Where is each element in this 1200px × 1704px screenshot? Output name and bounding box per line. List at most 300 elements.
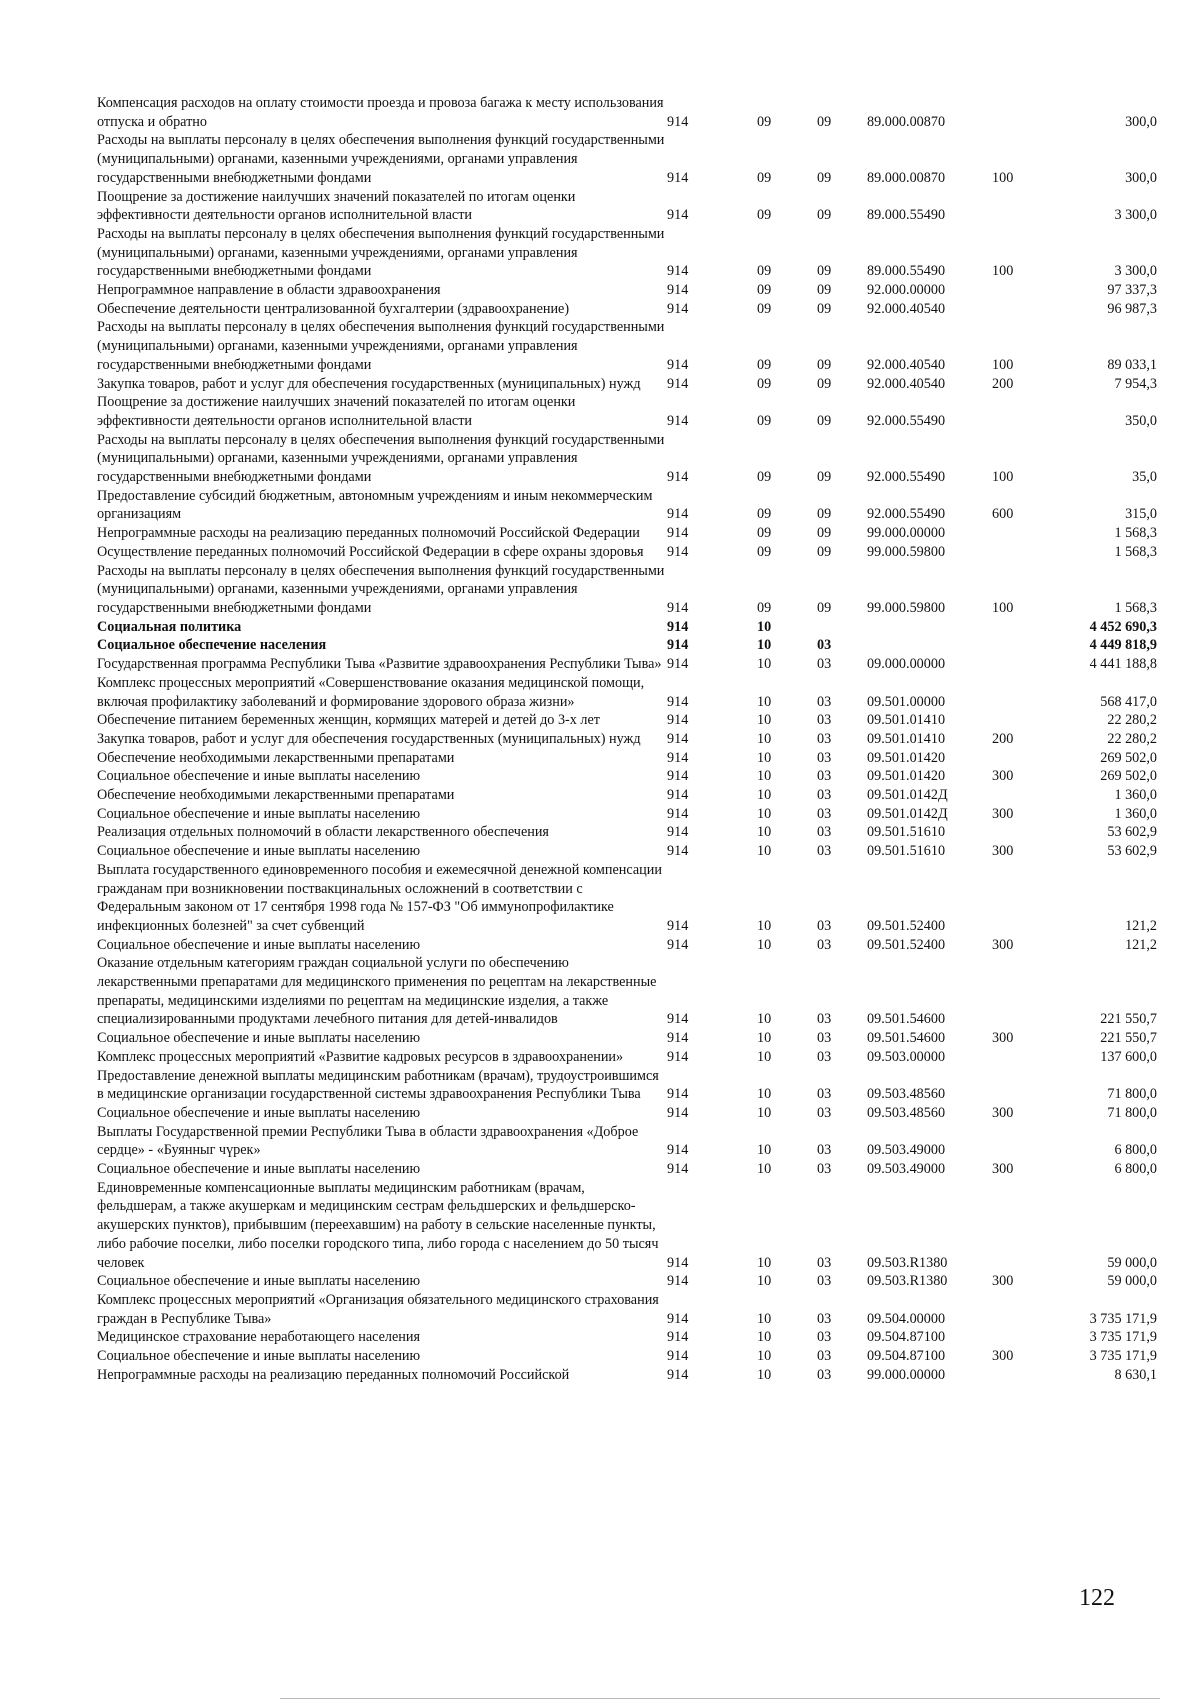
row-amount: 1 568,3 [1114,525,1157,542]
row-expense-type: 600 [992,506,1014,523]
table-row [97,431,1157,487]
row-ved-code: 914 [667,356,689,373]
table-row [97,636,1157,655]
row-ved-code: 914 [667,693,689,710]
row-expense-type [992,94,1047,131]
row-subsection-code: 03 [817,1011,832,1028]
row-expense-type [992,1179,1047,1273]
table-row [97,487,1157,524]
row-expense-type [992,954,1047,1029]
row-name: Социальное обеспечение и иные выплаты населению [97,1348,421,1365]
row-ved-code: 914 [667,412,689,429]
row-subsection-code: 09 [817,282,832,299]
row-expense-type: 300 [992,843,1014,860]
row-ved-code: 914 [667,656,689,673]
row-expense-type: 100 [992,169,1014,186]
row-section-code: 09 [757,375,772,392]
row-section-code: 10 [757,1086,772,1103]
row-target-article: 09.501.01420 [867,749,946,766]
row-amount: 89 033,1 [1107,356,1157,373]
row-ved-code: 914 [667,1030,689,1047]
row-subsection-code: 09 [817,356,832,373]
row-section-code: 10 [757,749,772,766]
row-subsection-code: 03 [817,712,832,729]
row-ved-code: 914 [667,525,689,542]
row-target-article: 09.504.00000 [867,1310,946,1327]
table-row [97,786,1157,805]
row-expense-type [992,711,1047,730]
row-ved-code: 914 [667,712,689,729]
row-subsection-code: 09 [817,506,832,523]
table-row [97,543,1157,562]
row-name: Обеспечение деятельности централизованной бухгалтерии (здравоохранение) [97,300,570,317]
row-amount: 3 300,0 [1114,263,1157,280]
row-target-article: 09.501.01420 [867,768,946,785]
row-ved-code: 914 [667,169,689,186]
row-target-article: 09.501.0142Д [867,787,948,804]
row-section-code: 10 [757,1348,772,1365]
row-amount: 97 337,3 [1107,282,1157,299]
row-name: Медицинское страхование неработающего населения [97,1329,420,1346]
row-amount: 7 954,3 [1114,375,1157,392]
row-name: Социальное обеспечение и иные выплаты населению [97,768,421,785]
row-target-article: 92.000.55490 [867,412,946,429]
row-expense-type [992,393,1047,430]
row-expense-type [992,655,1047,674]
row-amount: 3 735 171,9 [1089,1329,1157,1346]
table-row [97,318,1157,374]
row-expense-type [992,543,1047,562]
row-target-article: 09.501.54600 [867,1011,946,1028]
row-expense-type: 300 [992,1104,1014,1121]
row-target-article [867,618,992,637]
row-target-article: 09.501.51610 [867,824,946,841]
row-subsection-code: 03 [817,1254,832,1271]
row-name: Осуществление переданных полномочий Российской Федерации в сфере охраны здоровья [97,543,644,560]
row-section-code: 10 [757,1254,772,1271]
page-number: 122 [1079,1585,1115,1611]
row-target-article: 92.000.40540 [867,356,946,373]
row-amount: 350,0 [1125,412,1157,429]
row-expense-type: 100 [992,263,1014,280]
row-ved-code: 914 [667,599,689,616]
row-name: Компенсация расходов на оплату стоимости проезда и провоза багажа к месту использования отпуска и обратно [97,95,664,130]
row-expense-type: 100 [992,356,1014,373]
row-name: Социальное обеспечение и иные выплаты населению [97,1104,421,1121]
row-subsection-code: 09 [817,300,832,317]
row-ved-code: 914 [667,1273,689,1290]
row-name: Комплекс процессных мероприятий «Развитие кадровых ресурсов в здравоохранении» [97,1048,624,1065]
row-subsection-code: 09 [817,169,832,186]
row-name: Предоставление субсидий бюджетным, автономным учреждениям и иным некоммерческим организациям [97,487,653,523]
table-row [97,225,1157,281]
row-amount: 4 452 690,3 [1089,618,1157,635]
row-name: Реализация отдельных полномочий в области лекарственного обеспечения [97,824,549,841]
row-subsection-code: 03 [817,730,832,747]
row-name: Социальная политика [97,618,242,635]
row-section-code: 10 [757,1366,772,1383]
row-subsection-code: 03 [817,1310,832,1327]
row-expense-type [992,1123,1047,1160]
row-amount: 59 000,0 [1107,1254,1157,1271]
row-amount: 1 568,3 [1114,599,1157,616]
row-amount: 22 280,2 [1107,730,1157,747]
table-row [97,1272,1157,1291]
row-section-code: 09 [757,469,772,486]
row-target-article: 09.501.0142Д [867,805,948,822]
row-section-code: 10 [757,1142,772,1159]
row-subsection-code: 03 [817,1030,832,1047]
row-target-article: 99.000.00000 [867,525,946,542]
table-row [97,1123,1157,1160]
row-target-article: 89.000.55490 [867,207,946,224]
row-section-code: 09 [757,300,772,317]
table-row [97,1328,1157,1347]
table-row [97,393,1157,430]
table-row [97,300,1157,319]
row-ved-code: 914 [667,1348,689,1365]
table-row [97,674,1157,711]
row-expense-type [992,1067,1047,1104]
row-ved-code: 914 [667,263,689,280]
row-ved-code: 914 [667,1161,689,1178]
table-row [97,1029,1157,1048]
row-target-article: 99.000.00000 [867,1366,946,1383]
row-expense-type [992,1328,1047,1347]
row-expense-type: 300 [992,936,1014,953]
table-row [97,749,1157,768]
row-amount: 568 417,0 [1100,693,1157,710]
row-expense-type: 300 [992,768,1014,785]
row-section-code: 10 [757,1310,772,1327]
table-row [97,1179,1157,1273]
row-amount: 6 800,0 [1114,1142,1157,1159]
row-target-article: 89.000.00870 [867,169,946,186]
row-expense-type [992,823,1047,842]
row-expense-type [992,861,1047,936]
row-subsection-code: 03 [817,936,832,953]
row-section-code: 09 [757,263,772,280]
row-name: Закупка товаров, работ и услуг для обеспечения государственных (муниципальных) нужд [97,730,641,747]
row-ved-code: 914 [667,787,689,804]
row-ved-code: 914 [667,1329,689,1346]
row-section-code: 09 [757,599,772,616]
row-section-code: 10 [757,618,772,635]
row-section-code: 10 [757,1273,772,1290]
row-subsection-code: 03 [817,917,832,934]
table-row [97,655,1157,674]
row-ved-code: 914 [667,543,689,560]
row-name: Закупка товаров, работ и услуг для обеспечения государственных (муниципальных) нужд [97,375,641,392]
row-ved-code: 914 [667,300,689,317]
row-subsection-code: 03 [817,656,832,673]
row-subsection-code: 03 [817,1048,832,1065]
row-section-code: 09 [757,169,772,186]
row-name: Расходы на выплаты персоналу в целях обеспечения выполнения функций государственными (муниципальными) органами, казенными учреждениями, органами управления государственными внебюджетными фондами [97,431,665,486]
row-amount: 8 630,1 [1114,1366,1157,1383]
row-target-article: 09.501.00000 [867,693,946,710]
row-amount: 300,0 [1125,169,1157,186]
row-name: Обеспечение необходимыми лекарственными препаратами [97,787,455,804]
row-amount: 269 502,0 [1100,768,1157,785]
table-row [97,823,1157,842]
row-section-code: 10 [757,936,772,953]
row-subsection-code: 09 [817,375,832,392]
row-ved-code: 914 [667,768,689,785]
row-section-code: 10 [757,1161,772,1178]
row-subsection-code: 03 [817,1366,832,1383]
row-section-code: 10 [757,1104,772,1121]
row-name: Обеспечение питанием беременных женщин, кормящих матерей и детей до 3-х лет [97,712,600,729]
table-row [97,842,1157,861]
row-name: Социальное обеспечение населения [97,637,327,654]
table-row [97,131,1157,187]
table-row [97,281,1157,300]
row-section-code: 10 [757,693,772,710]
row-name: Расходы на выплаты персоналу в целях обеспечения выполнения функций государственными (муниципальными) органами, казенными учреждениями, органами управления государственными внебюджетными фондами [97,319,665,373]
row-expense-type [992,749,1047,768]
row-section-code: 10 [757,1030,772,1047]
row-name: Непрограммные расходы на реализацию переданных полномочий Российской [97,1366,570,1383]
row-expense-type [992,786,1047,805]
row-section-code: 10 [757,730,772,747]
row-ved-code: 914 [667,1142,689,1159]
row-ved-code: 914 [667,1048,689,1065]
row-ved-code: 914 [667,1086,689,1103]
table-row [97,188,1157,225]
row-amount: 4 441 188,8 [1089,656,1157,673]
row-subsection-code: 09 [817,207,832,224]
row-ved-code: 914 [667,1104,689,1121]
row-ved-code: 914 [667,1310,689,1327]
table-row [97,730,1157,749]
row-section-code: 10 [757,768,772,785]
row-expense-type [992,188,1047,225]
row-section-code: 10 [757,637,772,654]
row-subsection-code: 09 [817,263,832,280]
row-target-article: 09.504.87100 [867,1348,946,1365]
row-name: Социальное обеспечение и иные выплаты населению [97,805,421,822]
row-subsection-code: 03 [817,1329,832,1346]
row-expense-type [992,524,1047,543]
row-ved-code: 914 [667,282,689,299]
row-expense-type [992,1366,1047,1385]
row-subsection-code: 03 [817,1348,832,1365]
row-subsection-code: 09 [817,525,832,542]
budget-table [97,94,1157,1385]
row-expense-type: 100 [992,469,1014,486]
row-amount: 221 550,7 [1100,1030,1157,1047]
table-body [97,94,1157,1385]
table-row [97,1347,1157,1366]
row-expense-type [992,300,1047,319]
row-section-code: 09 [757,543,772,560]
row-name: Оказание отдельным категориям граждан социальной услуги по обеспечению лекарственными препаратами для медицинского применения по рецептам на лекарственные препараты, медицинскими изделиями по рецептам на медицинские изделия, а также специализированными продуктами лечебного питания для детей-инвалидов [97,955,657,1028]
row-subsection-code: 03 [817,693,832,710]
row-name: Социальное обеспечение и иные выплаты населению [97,843,421,860]
row-section-code: 10 [757,805,772,822]
table-row [97,936,1157,955]
row-name: Социальное обеспечение и иные выплаты населению [97,1273,421,1290]
row-ved-code: 914 [667,637,689,654]
row-ved-code: 914 [667,375,689,392]
row-target-article: 09.501.01410 [867,712,946,729]
row-amount: 35,0 [1132,469,1157,486]
row-ved-code: 914 [667,730,689,747]
table-row [97,618,1157,637]
row-target-article: 09.503.R1380 [867,1254,948,1271]
row-amount: 3 735 171,9 [1089,1348,1157,1365]
row-amount: 1 568,3 [1114,543,1157,560]
row-subsection-code: 09 [817,469,832,486]
row-target-article: 09.000.00000 [867,656,946,673]
row-name: Предоставление денежной выплаты медицинским работникам (врачам), трудоустроившимся в медицинские организации государственной системы здравоохранения Республики Тыва [97,1067,659,1103]
row-target-article: 09.503.48560 [867,1086,946,1103]
row-subsection-code: 03 [817,1142,832,1159]
row-subsection-code: 03 [817,824,832,841]
row-subsection-code: 03 [817,1161,832,1178]
row-amount: 1 360,0 [1114,805,1157,822]
row-name: Расходы на выплаты персоналу в целях обеспечения выполнения функций государственными (муниципальными) органами, казенными учреждениями, органами управления государственными внебюджетными фондами [97,132,665,186]
row-target-article: 99.000.59800 [867,599,946,616]
row-amount: 121,2 [1125,917,1157,934]
row-amount: 121,2 [1125,936,1157,953]
row-expense-type [992,636,1047,655]
row-amount: 315,0 [1125,506,1157,523]
row-target-article: 92.000.40540 [867,300,946,317]
table-row [97,711,1157,730]
row-name: Комплекс процессных мероприятий «Совершенствование оказания медицинской помощи, включая профилактику заболеваний и формирование здорового образа жизни» [97,674,645,710]
row-name: Поощрение за достижение наилучших значений показателей по итогам оценки эффективности деятельности органов исполнительной власти [97,188,576,224]
row-amount: 221 550,7 [1100,1011,1157,1028]
row-subsection-code: 09 [817,412,832,429]
row-expense-type: 300 [992,805,1014,822]
row-name: Социальное обеспечение и иные выплаты населению [97,1161,421,1178]
row-amount: 22 280,2 [1107,712,1157,729]
row-subsection-code: 09 [817,543,832,560]
row-section-code: 10 [757,843,772,860]
table-row [97,562,1157,618]
row-amount: 137 600,0 [1100,1048,1157,1065]
row-name: Поощрение за достижение наилучших значений показателей по итогам оценки эффективности деятельности органов исполнительной власти [97,394,576,429]
row-name: Расходы на выплаты персоналу в целях обеспечения выполнения функций государственными (муниципальными) органами, казенными учреждениями, органами управления государственными внебюджетными фондами [97,225,665,280]
row-target-article: 09.501.54600 [867,1030,946,1047]
row-subsection-code: 03 [817,787,832,804]
row-expense-type: 300 [992,1030,1014,1047]
row-name: Выплаты Государственной премии Республики Тыва в области здравоохранения «Доброе сердце» - «Буянныг чүрек» [97,1123,639,1159]
row-target-article [867,636,992,655]
row-section-code: 10 [757,917,772,934]
row-expense-type: 200 [992,730,1014,747]
table-row [97,1291,1157,1328]
row-ved-code: 914 [667,917,689,934]
row-expense-type [992,1048,1047,1067]
row-amount: 269 502,0 [1100,749,1157,766]
row-ved-code: 914 [667,1011,689,1028]
table-row [97,1104,1157,1123]
row-section-code: 10 [757,1011,772,1028]
row-amount: 3 300,0 [1114,207,1157,224]
row-name: Единовременные компенсационные выплаты медицинским работникам (врачам, фельдшерам, а также акушеркам и медицинским сестрам фельдшерских и фельдшерско-акушерских пунктов), прибывшим (переехавшим) на работу в сельские населенные пункты, либо рабочие поселки, либо поселки городского типа, либо города с населением до 50 тысяч человек [97,1179,659,1271]
row-subsection-code: 03 [817,1104,832,1121]
row-amount: 71 800,0 [1107,1104,1157,1121]
row-section-code: 10 [757,787,772,804]
row-subsection-code: 03 [817,843,832,860]
row-subsection-code [817,618,867,637]
bottom-rule [280,1698,1160,1699]
row-amount: 1 360,0 [1114,787,1157,804]
table-row [97,524,1157,543]
row-subsection-code: 03 [817,1273,832,1290]
row-expense-type: 100 [992,599,1014,616]
row-target-article: 09.501.52400 [867,917,946,934]
row-target-article: 89.000.00870 [867,113,946,130]
row-target-article: 99.000.59800 [867,543,946,560]
row-section-code: 10 [757,712,772,729]
row-name: Государственная программа Республики Тыва «Развитие здравоохранения Республики Тыва» [97,656,662,673]
row-expense-type: 300 [992,1348,1014,1365]
table-row [97,1067,1157,1104]
row-target-article: 09.503.00000 [867,1048,946,1065]
row-section-code: 09 [757,412,772,429]
row-target-article: 09.503.49000 [867,1161,946,1178]
row-section-code: 09 [757,282,772,299]
row-section-code: 09 [757,525,772,542]
row-ved-code: 914 [667,1254,689,1271]
row-target-article: 09.503.R1380 [867,1273,948,1290]
table-row [97,1048,1157,1067]
row-section-code: 10 [757,1329,772,1346]
row-ved-code: 914 [667,1366,689,1383]
row-expense-type [992,674,1047,711]
table-row [97,767,1157,786]
row-name: Выплата государственного единовременного пособия и ежемесячной денежной компенсации гражданам при возникновении поствакцинальных осложнений в соответствии с Федеральным законом от 17 сентября 1998 года № 157-ФЗ "Об иммунопрофилактике инфекционных болезней" за счет субвенций [97,861,662,934]
row-ved-code: 914 [667,618,689,635]
row-target-article: 92.000.40540 [867,375,946,392]
row-target-article: 09.501.51610 [867,843,946,860]
row-amount: 6 800,0 [1114,1161,1157,1178]
row-section-code: 09 [757,113,772,130]
row-subsection-code: 03 [817,768,832,785]
row-amount: 96 987,3 [1107,300,1157,317]
row-section-code: 09 [757,506,772,523]
row-name: Обеспечение необходимыми лекарственными препаратами [97,749,455,766]
row-name: Непрограммное направление в области здравоохранения [97,282,441,299]
row-target-article: 09.503.49000 [867,1142,946,1159]
row-subsection-code: 03 [817,805,832,822]
row-amount: 300,0 [1125,113,1157,130]
row-name: Социальное обеспечение и иные выплаты населению [97,1030,421,1047]
row-expense-type [992,281,1047,300]
row-ved-code: 914 [667,805,689,822]
row-name: Комплекс процессных мероприятий «Организация обязательного медицинского страхования граждан в Республике Тыва» [97,1292,659,1327]
table-row [97,805,1157,824]
table-row [97,861,1157,936]
table-row [97,954,1157,1029]
table-row [97,1160,1157,1179]
row-target-article: 09.501.01410 [867,730,946,747]
row-section-code: 10 [757,1048,772,1065]
row-target-article: 92.000.00000 [867,282,946,299]
row-name: Непрограммные расходы на реализацию переданных полномочий Российской Федерации [97,525,640,542]
row-amount: 3 735 171,9 [1089,1310,1157,1327]
row-expense-type: 300 [992,1273,1014,1290]
row-target-article: 92.000.55490 [867,506,946,523]
row-ved-code: 914 [667,207,689,224]
row-subsection-code: 03 [817,1086,832,1103]
row-ved-code: 914 [667,936,689,953]
row-ved-code: 914 [667,749,689,766]
